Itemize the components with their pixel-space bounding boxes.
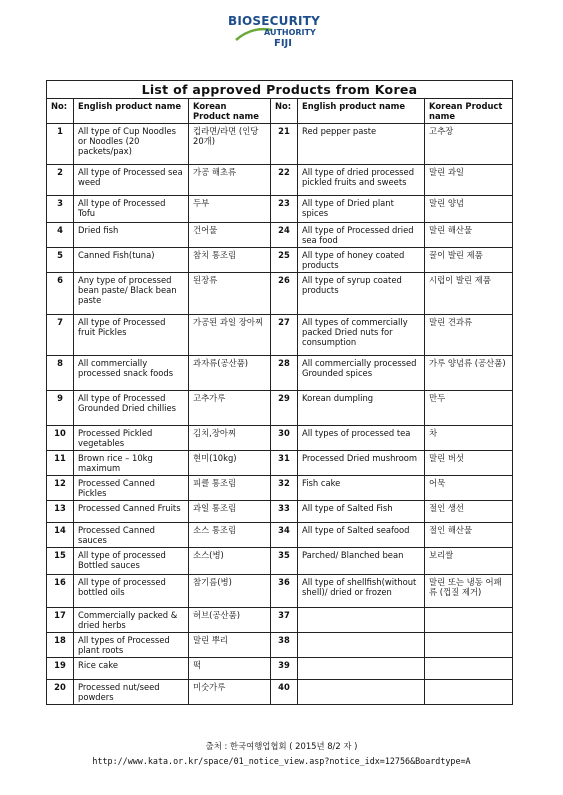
- source-url: http://www.kata.or.kr/space/01_notice_view.asp?notice_idx=12756&Boardtype=A: [92, 756, 471, 766]
- table-row: [47, 608, 513, 633]
- korean-name: 말린 견과류: [425, 315, 513, 356]
- logo-line1: BIOSECURITY: [228, 14, 320, 28]
- english-name: All type of Salted Fish: [298, 501, 425, 523]
- english-name: All types of Processed plant roots: [74, 633, 189, 658]
- korean-name: 현미(10kg): [189, 451, 271, 476]
- item-number: 18: [47, 633, 74, 658]
- english-name: Canned Fish(tuna): [74, 248, 189, 273]
- english-name: All type of Processed sea weed: [74, 165, 189, 196]
- header-korean-2: Korean Product name: [425, 99, 513, 124]
- korean-name: 소스 통조림: [189, 523, 271, 548]
- item-number: 5: [47, 248, 74, 273]
- korean-name: 절인 해산물: [425, 523, 513, 548]
- korean-name: 컵라면/라면 (인당 20개): [189, 124, 271, 165]
- english-name: Red pepper paste: [298, 124, 425, 165]
- item-number: 29: [271, 391, 298, 426]
- item-number: 1: [47, 124, 74, 165]
- korean-name: 가공된 과일 장아찌: [189, 315, 271, 356]
- item-number: 33: [271, 501, 298, 523]
- korean-name: 시럽이 발린 제품: [425, 273, 513, 315]
- korean-name: 꿀이 발린 제품: [425, 248, 513, 273]
- table-row: [47, 356, 513, 391]
- biosecurity-logo: [228, 14, 338, 60]
- table-row: [47, 476, 513, 501]
- korean-name: [425, 633, 513, 658]
- english-name: Processed Canned sauces: [74, 523, 189, 548]
- item-number: 34: [271, 523, 298, 548]
- korean-name: 말린 양념: [425, 196, 513, 223]
- korean-name: 김치,장아찌: [189, 426, 271, 451]
- english-name: Dried fish: [74, 223, 189, 248]
- korean-name: 보리쌀: [425, 548, 513, 575]
- table-row: [47, 248, 513, 273]
- item-number: 37: [271, 608, 298, 633]
- item-number: 13: [47, 501, 74, 523]
- korean-name: 과일 통조림: [189, 501, 271, 523]
- item-number: 8: [47, 356, 74, 391]
- table-row: [47, 273, 513, 315]
- korean-name: 고추가루: [189, 391, 271, 426]
- korean-name: 건어물: [189, 223, 271, 248]
- korean-name: 미숫가루: [189, 680, 271, 705]
- korean-name: 말린 해산물: [425, 223, 513, 248]
- item-number: 15: [47, 548, 74, 575]
- item-number: 20: [47, 680, 74, 705]
- korean-name: 참치 통조림: [189, 248, 271, 273]
- item-number: 25: [271, 248, 298, 273]
- korean-name: 된장류: [189, 273, 271, 315]
- table-row: [47, 315, 513, 356]
- item-number: 12: [47, 476, 74, 501]
- item-number: 35: [271, 548, 298, 575]
- header-korean: Korean Product name: [189, 99, 271, 124]
- table-row: [47, 523, 513, 548]
- item-number: 9: [47, 391, 74, 426]
- logo-line2: AUTHORITY: [264, 28, 316, 37]
- item-number: 4: [47, 223, 74, 248]
- table-row: [47, 223, 513, 248]
- korean-name: 피클 통조림: [189, 476, 271, 501]
- header-english-2: English product name: [298, 99, 425, 124]
- item-number: 36: [271, 575, 298, 608]
- item-number: 32: [271, 476, 298, 501]
- table-body: [47, 124, 513, 705]
- source-note: 출처 : 한국여행업협회 ( 2015년 8/2 자 ): [205, 741, 358, 751]
- item-number: 14: [47, 523, 74, 548]
- item-number: 19: [47, 658, 74, 680]
- korean-name: 소스(병): [189, 548, 271, 575]
- english-name: All type of Processed Tofu: [74, 196, 189, 223]
- english-name: Processed Canned Pickles: [74, 476, 189, 501]
- english-name: All type of Processed Grounded Dried chillies: [74, 391, 189, 426]
- english-name: All type of Processed dried sea food: [298, 223, 425, 248]
- korean-name: 말린 뿌리: [189, 633, 271, 658]
- item-number: 30: [271, 426, 298, 451]
- english-name: Korean dumpling: [298, 391, 425, 426]
- korean-name: 허브(공산품): [189, 608, 271, 633]
- table-row: [47, 124, 513, 165]
- english-name: Parched/ Blanched bean: [298, 548, 425, 575]
- korean-name: [425, 680, 513, 705]
- english-name: [298, 680, 425, 705]
- korean-name: 참기름(병): [189, 575, 271, 608]
- english-name: All type of shellfish(without shell)/ dried or frozen: [298, 575, 425, 608]
- korean-name: 가공 해초류: [189, 165, 271, 196]
- table-row: [47, 165, 513, 196]
- item-number: 11: [47, 451, 74, 476]
- english-name: [298, 658, 425, 680]
- table-row: [47, 575, 513, 608]
- item-number: 38: [271, 633, 298, 658]
- korean-name: 차: [425, 426, 513, 451]
- table-row: [47, 426, 513, 451]
- english-name: Rice cake: [74, 658, 189, 680]
- english-name: All type of syrup coated products: [298, 273, 425, 315]
- korean-name: 두부: [189, 196, 271, 223]
- item-number: 27: [271, 315, 298, 356]
- table-row: [47, 658, 513, 680]
- korean-name: 과자류(공산품): [189, 356, 271, 391]
- item-number: 22: [271, 165, 298, 196]
- english-name: [298, 608, 425, 633]
- item-number: 28: [271, 356, 298, 391]
- item-number: 3: [47, 196, 74, 223]
- english-name: All type of Dried plant spices: [298, 196, 425, 223]
- approved-products-table: [46, 80, 513, 705]
- header-english: English product name: [74, 99, 189, 124]
- item-number: 40: [271, 680, 298, 705]
- english-name: All type of processed bottled oils: [74, 575, 189, 608]
- english-name: All type of Processed fruit Pickles: [74, 315, 189, 356]
- item-number: 10: [47, 426, 74, 451]
- korean-name: [425, 608, 513, 633]
- korean-name: 말린 과일: [425, 165, 513, 196]
- logo-line3: FIJI: [274, 38, 292, 49]
- english-name: Fish cake: [298, 476, 425, 501]
- item-number: 31: [271, 451, 298, 476]
- english-name: Commercially packed & dried herbs: [74, 608, 189, 633]
- english-name: All types of processed tea: [298, 426, 425, 451]
- english-name: All type of processed Bottled sauces: [74, 548, 189, 575]
- item-number: 6: [47, 273, 74, 315]
- korean-name: 떡: [189, 658, 271, 680]
- english-name: All type of honey coated products: [298, 248, 425, 273]
- english-name: All types of commercially packed Dried nuts for consumption: [298, 315, 425, 356]
- table-row: [47, 501, 513, 523]
- item-number: 26: [271, 273, 298, 315]
- english-name: Brown rice – 10kg maximum: [74, 451, 189, 476]
- table-row: [47, 633, 513, 658]
- table-row: [47, 391, 513, 426]
- english-name: Processed nut/seed powders: [74, 680, 189, 705]
- item-number: 24: [271, 223, 298, 248]
- item-number: 2: [47, 165, 74, 196]
- item-number: 16: [47, 575, 74, 608]
- english-name: All type of Cup Noodles or Noodles (20 packets/pax): [74, 124, 189, 165]
- english-name: Processed Canned Fruits: [74, 501, 189, 523]
- header-row: [47, 99, 513, 124]
- english-name: All type of dried processed pickled fruits and sweets: [298, 165, 425, 196]
- item-number: 23: [271, 196, 298, 223]
- item-number: 7: [47, 315, 74, 356]
- table-row: [47, 680, 513, 705]
- table-title: List of approved Products from Korea: [47, 81, 513, 99]
- english-name: Processed Dried mushroom: [298, 451, 425, 476]
- korean-name: 어묵: [425, 476, 513, 501]
- korean-name: 가루 양념류 (공산품): [425, 356, 513, 391]
- korean-name: 말린 버섯: [425, 451, 513, 476]
- english-name: All commercially processed Grounded spices: [298, 356, 425, 391]
- english-name: All commercially processed snack foods: [74, 356, 189, 391]
- english-name: Processed Pickled vegetables: [74, 426, 189, 451]
- item-number: 21: [271, 124, 298, 165]
- korean-name: [425, 658, 513, 680]
- korean-name: 만두: [425, 391, 513, 426]
- table-row: [47, 548, 513, 575]
- english-name: All type of Salted seafood: [298, 523, 425, 548]
- header-no-2: No:: [271, 99, 298, 124]
- korean-name: 고추장: [425, 124, 513, 165]
- korean-name: 말린 또는 냉동 어패류 (껍질 제거): [425, 575, 513, 608]
- english-name: [298, 633, 425, 658]
- item-number: 39: [271, 658, 298, 680]
- table-row: [47, 451, 513, 476]
- header-no: No:: [47, 99, 74, 124]
- table-row: [47, 196, 513, 223]
- item-number: 17: [47, 608, 74, 633]
- english-name: Any type of processed bean paste/ Black bean paste: [74, 273, 189, 315]
- korean-name: 절인 생선: [425, 501, 513, 523]
